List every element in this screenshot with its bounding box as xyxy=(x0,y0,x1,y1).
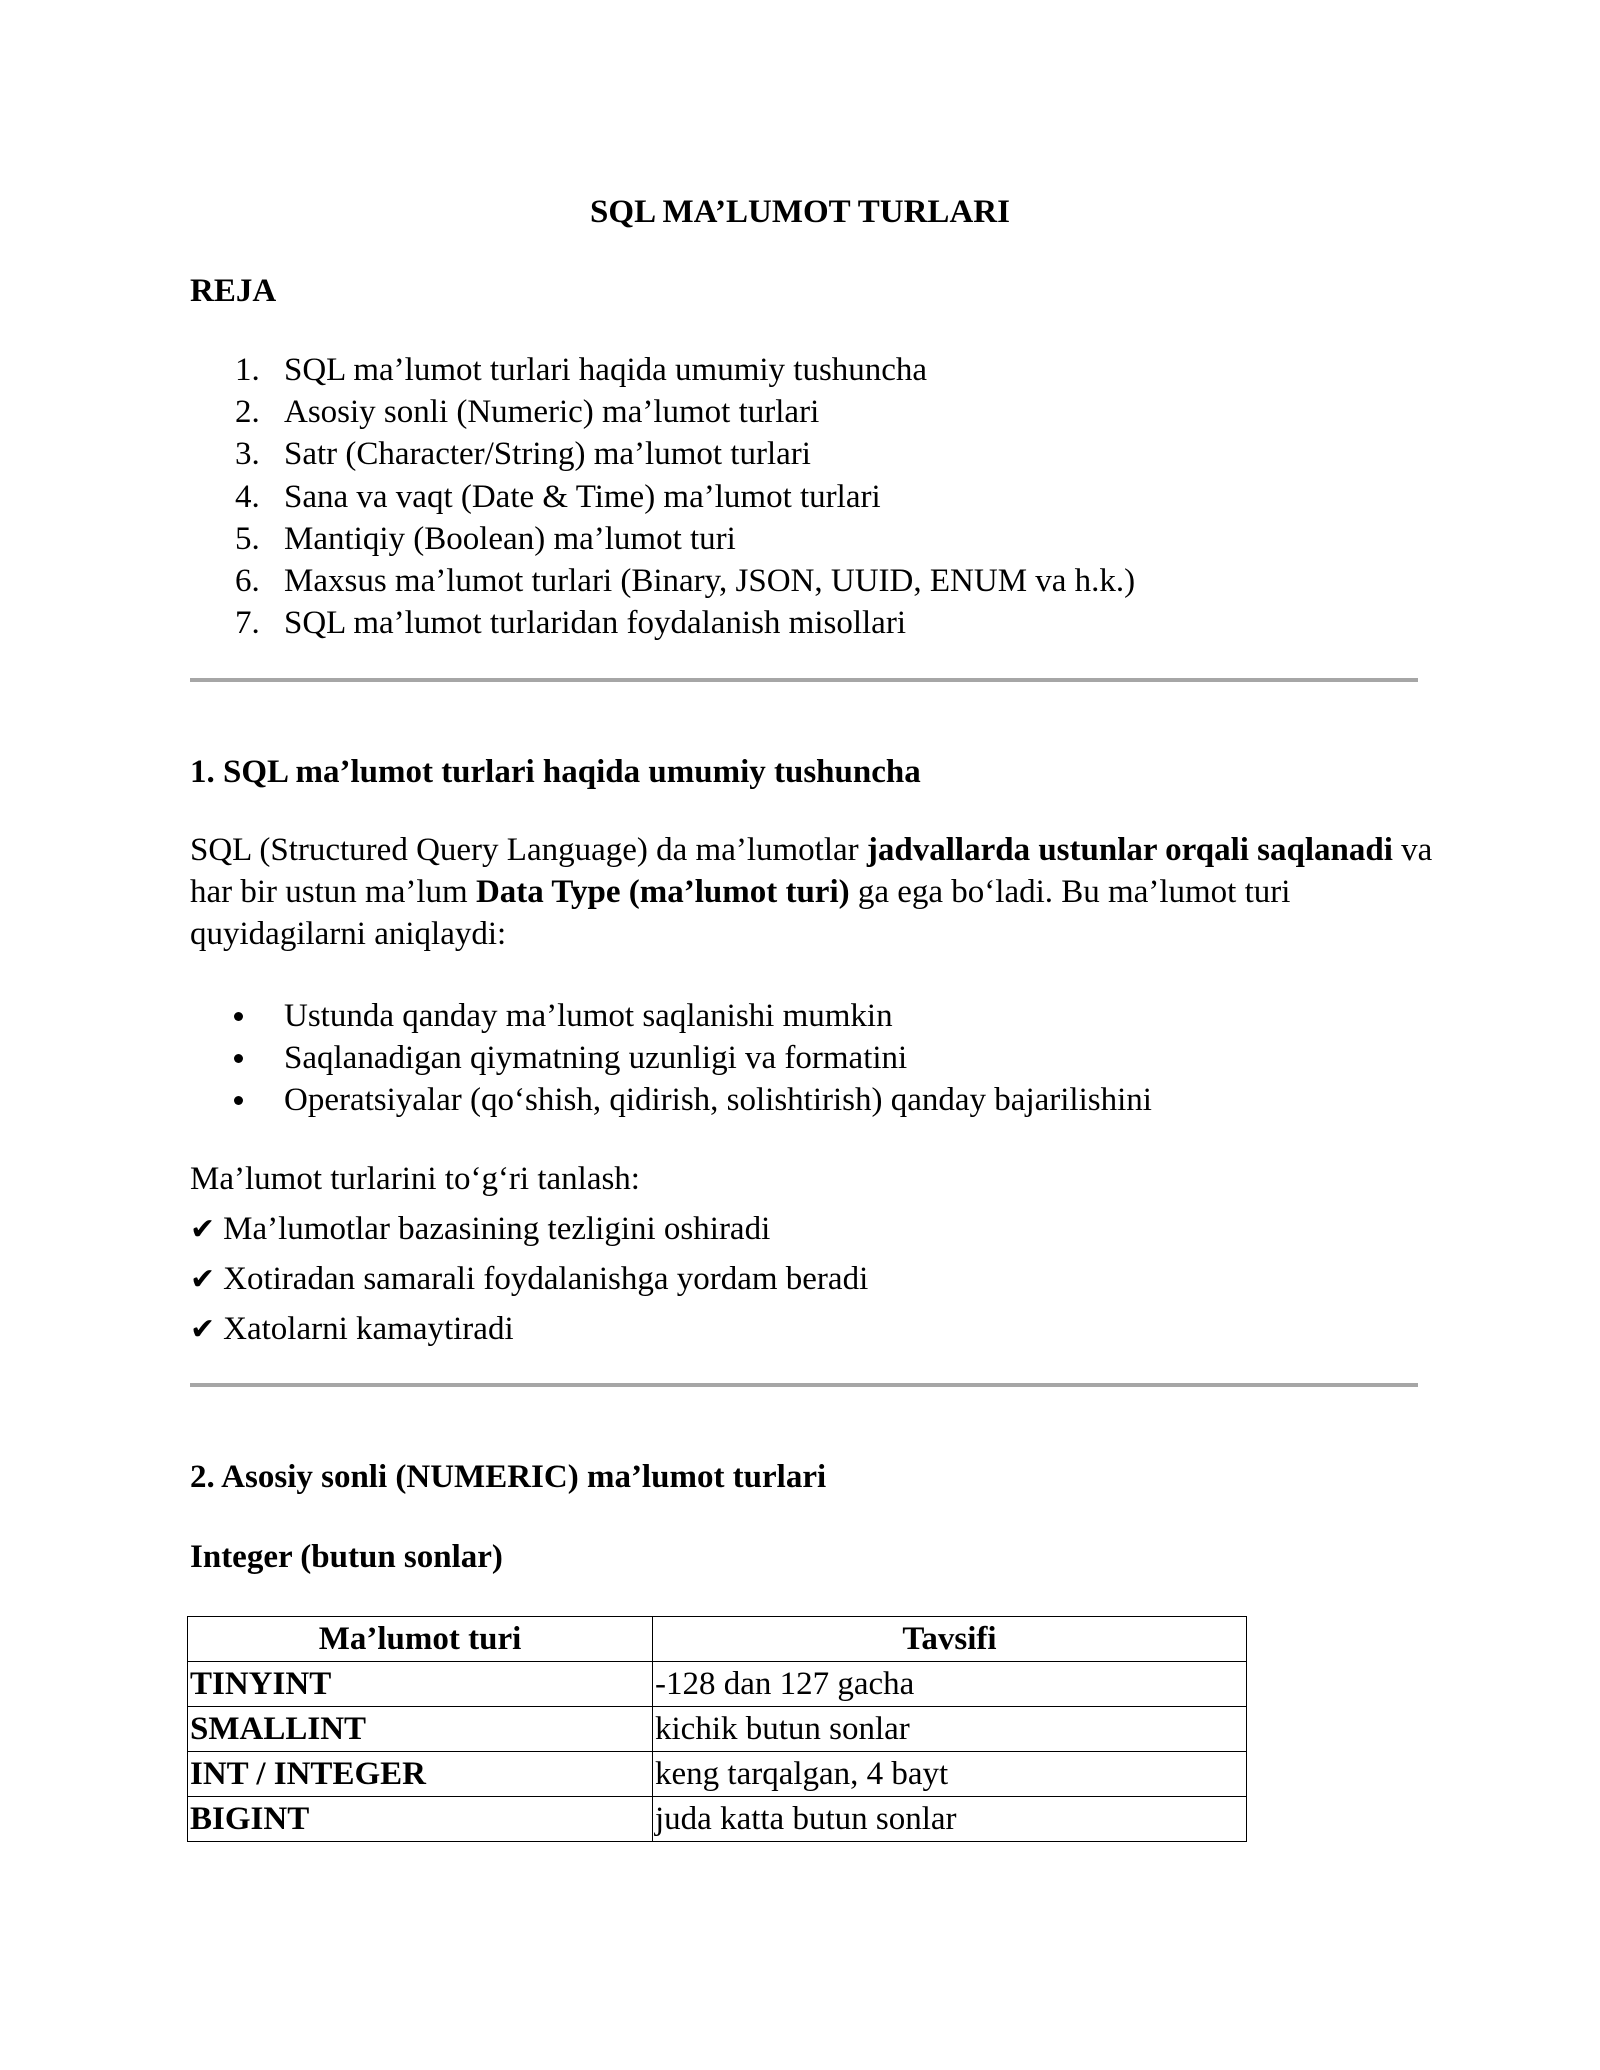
checkmark-icon: ✔ xyxy=(190,1312,216,1347)
bullet-icon xyxy=(234,1054,243,1063)
bullet-icon xyxy=(234,1012,243,1021)
intro-text: ga ega bo‘ladi. Bu ma’lumot turi quyidagilarni aniqlaydi: xyxy=(190,874,1291,952)
description-cell: juda katta butun sonlar xyxy=(653,1797,1247,1842)
benefits-block xyxy=(190,1157,868,1357)
bullet-text: Ustunda qanday ma’lumot saqlanishi mumkin xyxy=(284,998,893,1034)
benefit-item xyxy=(190,1307,868,1357)
plan-item-text: SQL ma’lumot turlaridan foydalanish misollari xyxy=(284,605,906,642)
plan-item-number: 4. xyxy=(235,478,260,515)
plan-item xyxy=(190,476,1135,518)
plan-list xyxy=(190,349,1135,644)
benefit-item xyxy=(190,1257,868,1307)
benefits-intro: Ma’lumot turlarini to‘g‘ri tanlash: xyxy=(190,1161,640,1197)
plan-item xyxy=(190,349,1135,391)
plan-heading: REJA xyxy=(190,273,277,309)
type-cell: SMALLINT xyxy=(188,1707,653,1752)
plan-item-text: Asosiy sonli (Numeric) ma’lumot turlari xyxy=(284,394,820,431)
benefit-text: Xotiradan samarali foydalanishga yordam beradi xyxy=(223,1261,869,1297)
table-row xyxy=(188,1662,1247,1707)
description-cell: keng tarqalgan, 4 bayt xyxy=(653,1752,1247,1797)
bullet-text: Saqlanadigan qiymatning uzunligi va formatini xyxy=(284,1040,908,1076)
table-row xyxy=(188,1752,1247,1797)
document-title: SQL MA’LUMOT TURLARI xyxy=(590,194,1010,230)
plan-item xyxy=(190,433,1135,475)
plan-item xyxy=(190,602,1135,644)
plan-item-number: 7. xyxy=(235,605,260,642)
plan-item-text: Satr (Character/String) ma’lumot turlari xyxy=(284,436,811,473)
section2-heading: 2. Asosiy sonli (NUMERIC) ma’lumot turlari xyxy=(190,1459,827,1495)
plan-item-text: Maxsus ma’lumot turlari (Binary, JSON, UUID, ENUM va h.k.) xyxy=(284,562,1136,599)
bullet-text: Operatsiyalar (qo‘shish, qidirish, solishtirish) qanday bajarilishini xyxy=(284,1082,1152,1118)
checkmark-icon: ✔ xyxy=(190,1262,216,1297)
plan-item-number: 1. xyxy=(235,352,260,388)
bullet-list xyxy=(190,995,1152,1121)
intro-text: SQL (Structured Query Language) da ma’lumotlar xyxy=(190,832,867,868)
table-header-row xyxy=(188,1617,1247,1662)
plan-item-text: Mantiqiy (Boolean) ma’lumot turi xyxy=(284,520,736,557)
benefit-item xyxy=(190,1207,868,1257)
integer-types-table xyxy=(187,1616,1247,1842)
plan-item-text: Sana va vaqt (Date & Time) ma’lumot turlari xyxy=(284,478,881,515)
plan-item xyxy=(190,391,1135,433)
integer-subheading: Integer (butun sonlar) xyxy=(190,1539,503,1575)
table-row xyxy=(188,1797,1247,1842)
horizontal-divider xyxy=(190,1383,1418,1387)
bullet-item xyxy=(190,1037,1152,1079)
plan-item xyxy=(190,560,1135,602)
intro-text: va har bir ustun ma’lum xyxy=(190,832,1433,910)
benefit-text: Ma’lumotlar bazasining tezligini oshiradi xyxy=(223,1211,771,1247)
benefit-text: Xatolarni kamaytiradi xyxy=(223,1311,514,1347)
plan-item-number: 6. xyxy=(235,562,260,599)
intro-bold-text: Data Type (ma’lumot turi) xyxy=(475,874,850,910)
checkmark-icon: ✔ xyxy=(190,1212,216,1247)
type-cell: BIGINT xyxy=(188,1797,653,1842)
description-cell: kichik butun sonlar xyxy=(653,1707,1247,1752)
intro-bold-text: jadvallarda ustunlar orqali saqlanadi xyxy=(866,832,1393,868)
plan-item-text: SQL ma’lumot turlari haqida umumiy tushuncha xyxy=(284,352,928,388)
plan-item-number: 3. xyxy=(235,436,260,473)
table-row xyxy=(188,1707,1247,1752)
horizontal-divider xyxy=(190,678,1418,682)
plan-item-number: 5. xyxy=(235,520,260,557)
bullet-item xyxy=(190,995,1152,1037)
plan-item xyxy=(190,518,1135,560)
table-header-description: Tavsifi xyxy=(653,1617,1247,1662)
bullet-icon xyxy=(234,1096,243,1105)
type-cell: TINYINT xyxy=(188,1662,653,1707)
bullet-item xyxy=(190,1079,1152,1121)
section1-intro-paragraph xyxy=(190,829,1440,955)
type-cell: INT / INTEGER xyxy=(188,1752,653,1797)
section1-heading: 1. SQL ma’lumot turlari haqida umumiy tushuncha xyxy=(190,754,921,790)
plan-item-number: 2. xyxy=(235,394,260,431)
description-cell: -128 dan 127 gacha xyxy=(653,1662,1247,1707)
table-header-type: Ma’lumot turi xyxy=(188,1617,653,1662)
